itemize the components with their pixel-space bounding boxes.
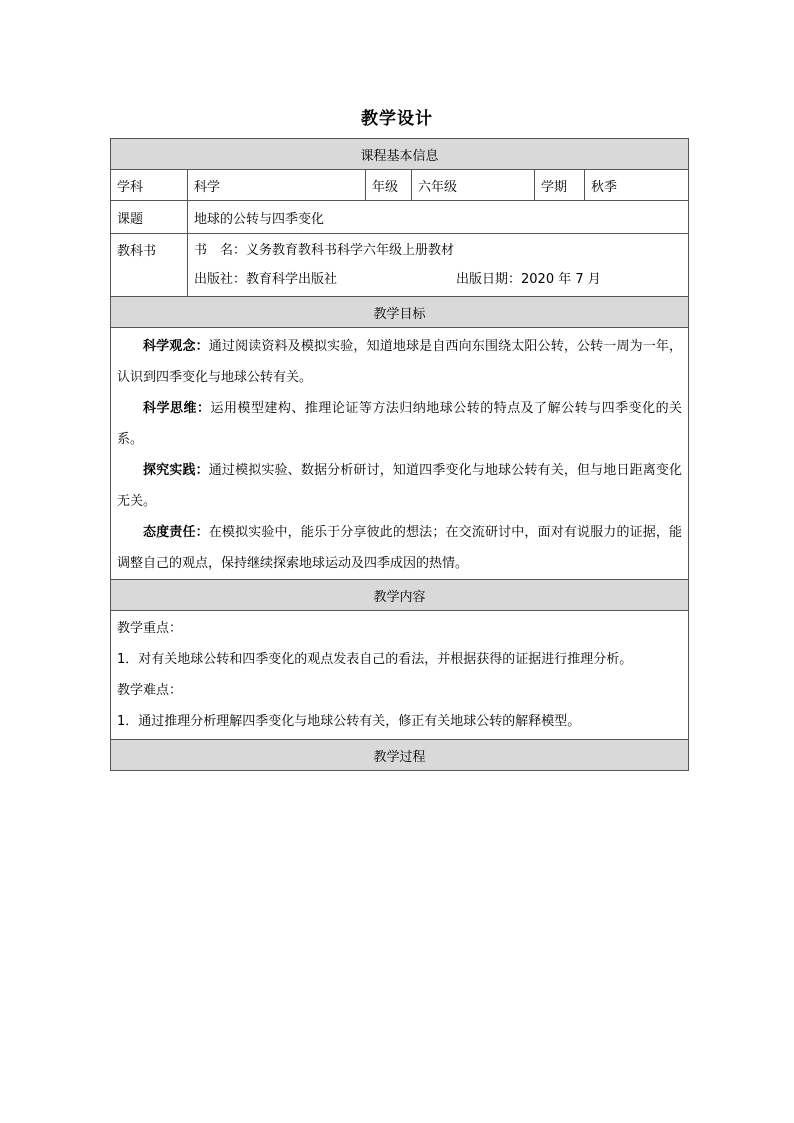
lesson-row	[111, 201, 689, 234]
grade-value: 六年级	[412, 170, 535, 201]
goal-thinking-label: 科学思维：	[143, 401, 211, 416]
goal-concept	[114, 331, 685, 393]
publisher: 出版社：教育科学出版社	[194, 272, 338, 287]
goal-attitude-text: 在模拟实验中，能乐于分享彼此的想法；在交流研讨中，面对有说服力的证据，能调整自己的观点，保持继续探索地球运动及四季成因的热情。	[117, 525, 683, 571]
grade-label: 年级	[366, 170, 412, 201]
goal-concept-label: 科学观念：	[143, 339, 209, 354]
content-row	[111, 611, 689, 740]
textbook-label: 教科书	[111, 234, 188, 297]
goal-thinking-text: 运用模型建构、推理论证等方法归纳地球公转的特点及了解公转与四季变化的关系。	[117, 401, 683, 447]
lesson-label: 课题	[111, 201, 188, 234]
process-section-header: 教学过程	[111, 740, 689, 771]
key-point-item: 1．对有关地球公转和四季变化的观点发表自己的看法，并根据获得的证据进行推理分析。	[117, 652, 633, 667]
goal-practice	[114, 455, 685, 517]
difficulty-item: 1．通过推理分析理解四季变化与地球公转有关，修正有关地球公转的解释模型。	[117, 714, 581, 729]
textbook-info	[188, 234, 689, 297]
subject-label: 学科	[111, 170, 188, 201]
term-value: 秋季	[585, 170, 689, 201]
term-label: 学期	[535, 170, 585, 201]
process-header-row	[111, 740, 689, 771]
lesson-plan-table	[110, 138, 689, 771]
content-section-header: 教学内容	[111, 580, 689, 611]
goal-thinking	[114, 393, 685, 455]
goals-header-row	[111, 297, 689, 328]
subject-value: 科学	[188, 170, 366, 201]
basic-info-header-row	[111, 139, 689, 170]
goal-attitude	[114, 517, 685, 579]
difficulty-label: 教学难点：	[117, 683, 183, 698]
publisher-line	[194, 265, 682, 294]
content-cell	[111, 611, 689, 740]
goals-cell	[111, 328, 689, 580]
book-name: 书 名：义务教育教科书科学六年级上册教材	[194, 243, 455, 258]
goals-row	[111, 328, 689, 580]
subject-row	[111, 170, 689, 201]
goal-attitude-label: 态度责任：	[143, 525, 209, 540]
content-header-row	[111, 580, 689, 611]
textbook-row	[111, 234, 689, 297]
pub-date: 出版日期：2020 年 7 月	[456, 272, 601, 287]
lesson-value: 地球的公转与四季变化	[188, 201, 689, 234]
goal-practice-label: 探究实践：	[143, 463, 209, 478]
goal-concept-text: 通过阅读资料及模拟实验，知道地球是自西向东围绕太阳公转，公转一周为一年，认识到四季变化与地球公转有关。	[117, 339, 683, 385]
basic-info-section-header: 课程基本信息	[111, 139, 689, 170]
goal-practice-text: 通过模拟实验、数据分析研讨，知道四季变化与地球公转有关，但与地日距离变化无关。	[117, 463, 683, 509]
key-points-label: 教学重点：	[117, 621, 183, 636]
goals-section-header: 教学目标	[111, 297, 689, 328]
document-title: 教学设计	[361, 109, 433, 129]
